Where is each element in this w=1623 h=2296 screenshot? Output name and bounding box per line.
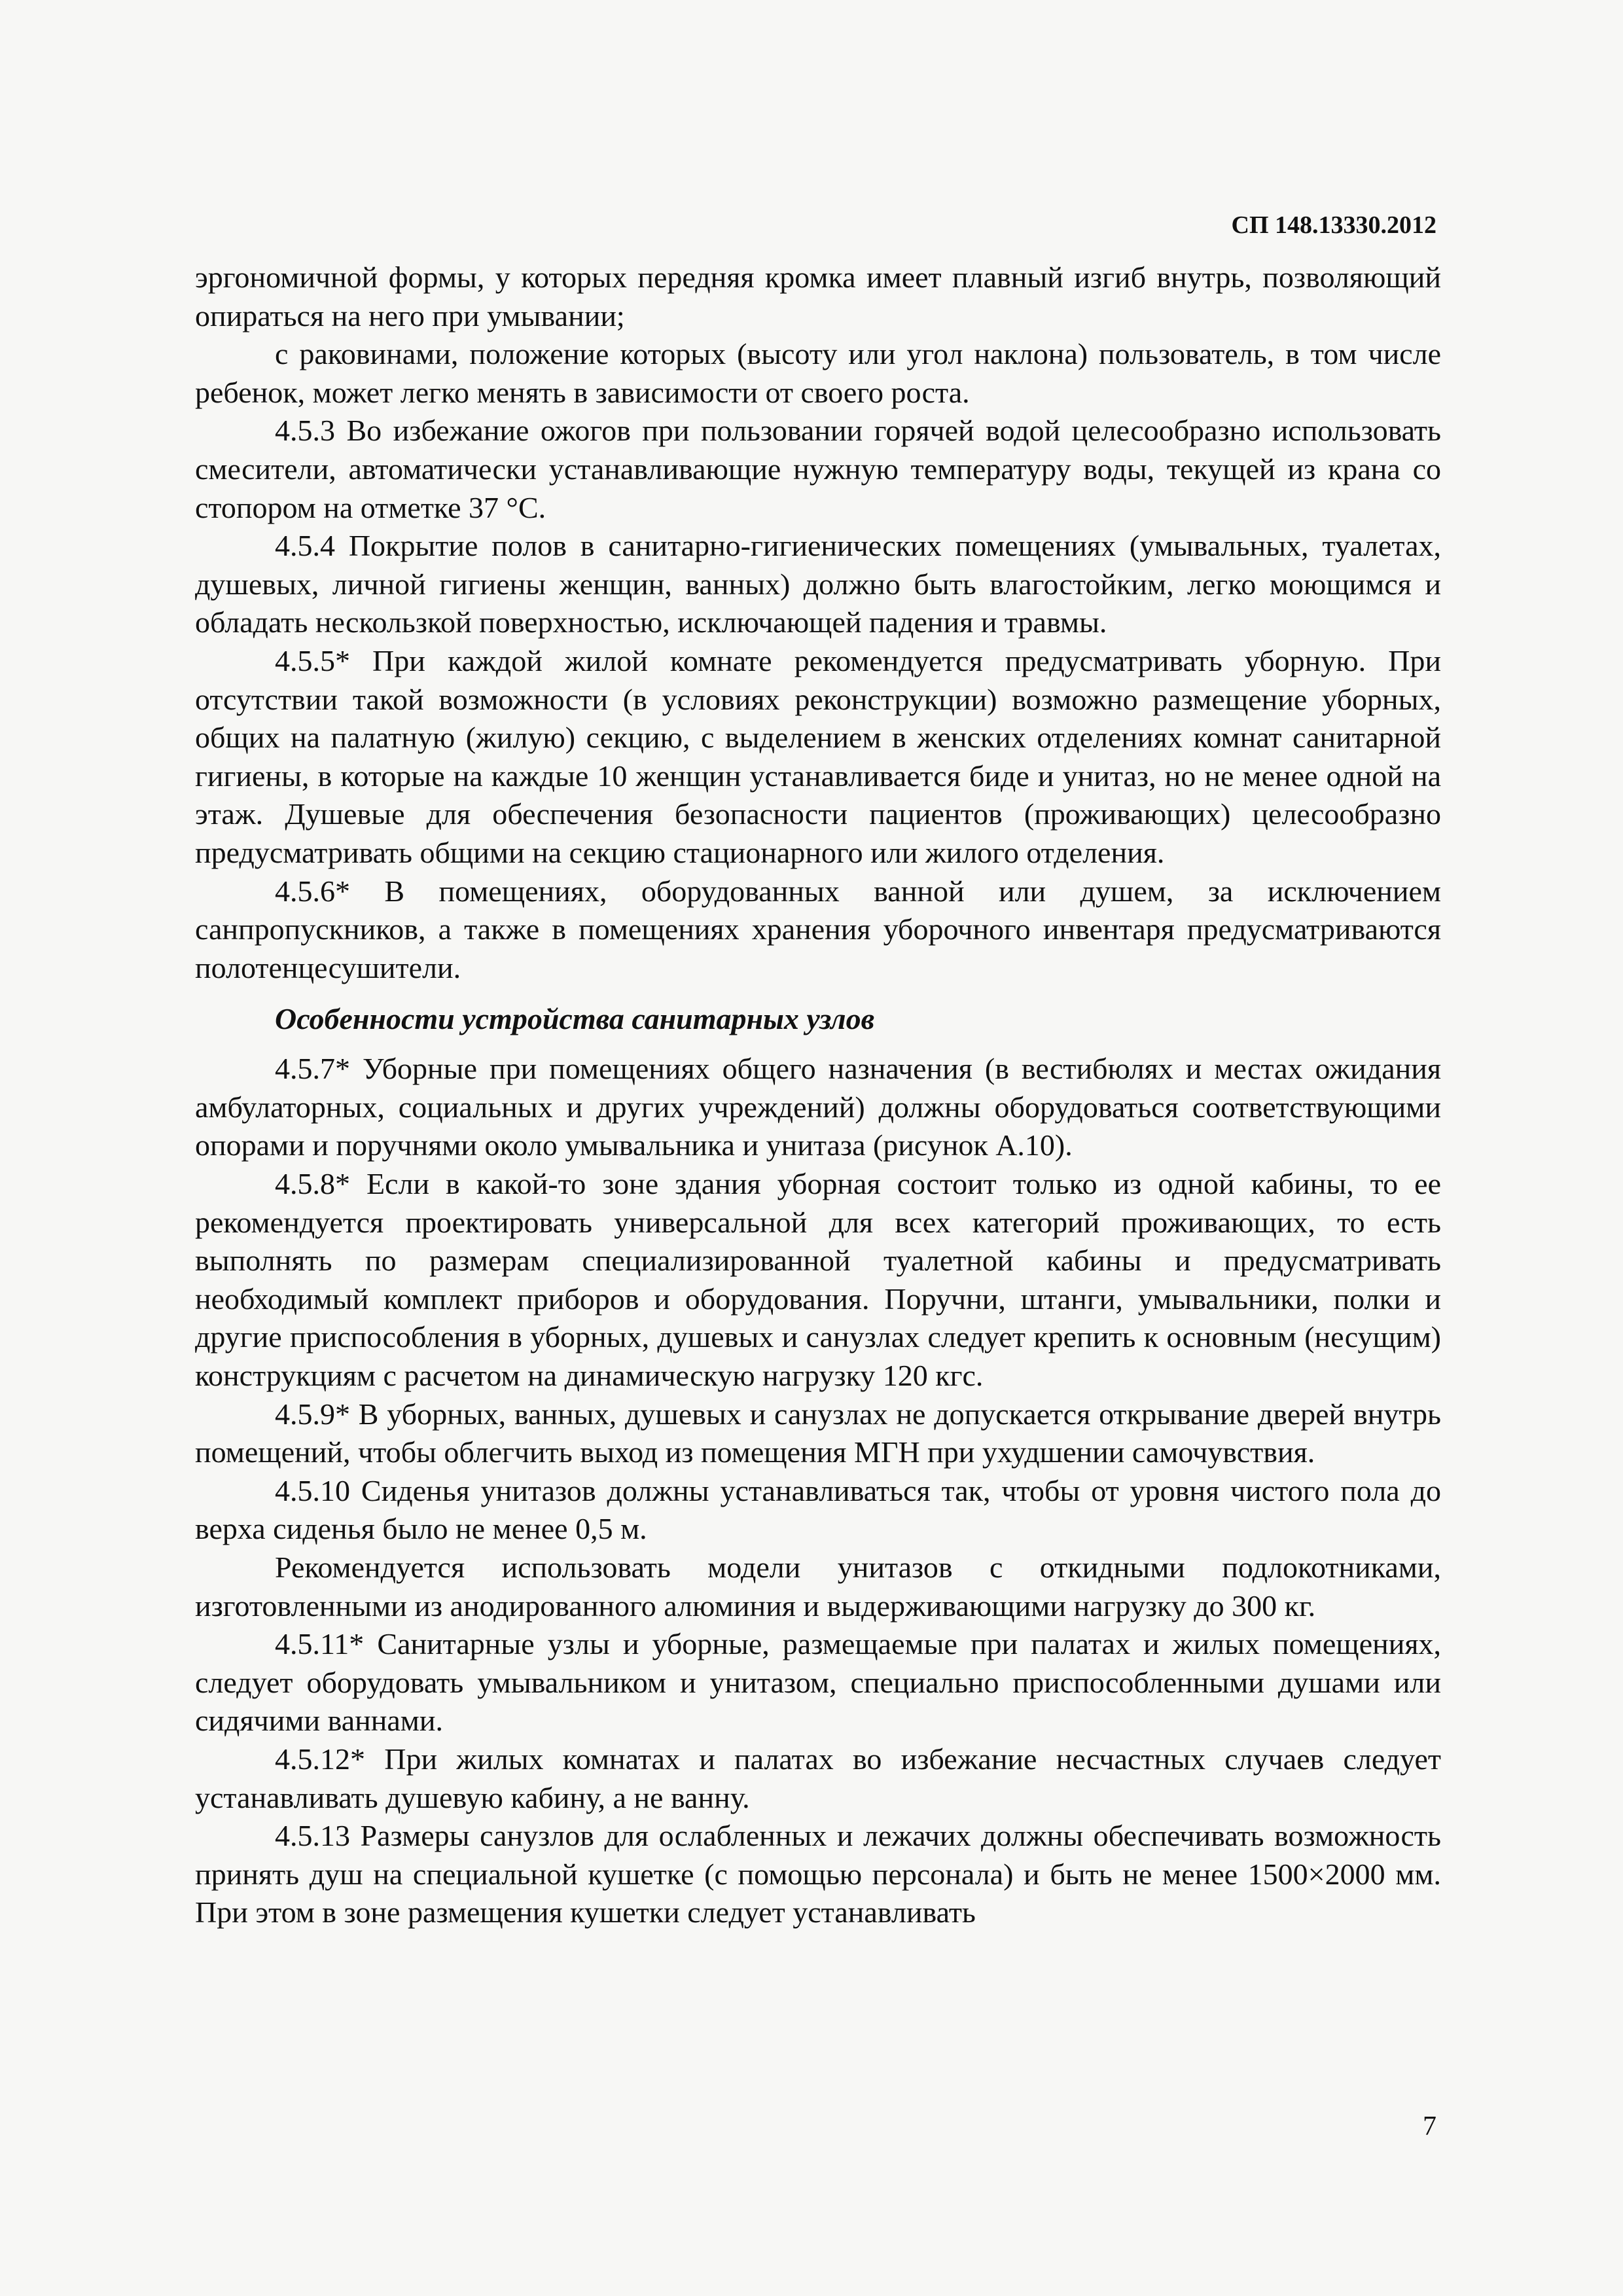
paragraph-4-5-10: 4.5.10 Сиденья унитазов должны устанавливаться так, чтобы от уровня чистого пола до верха сиденья было не менее 0,5 м. [195,1473,1441,1546]
document-body [195,259,1441,1932]
paragraph-4-5-9: 4.5.9* В уборных, ванных, душевых и санузлах не допускается открывание дверей внутрь помещений, чтобы облегчить выход из помещения МГН при ухудшении самочувствия. [195,1397,1441,1469]
paragraph-4-5-11: 4.5.11* Санитарные узлы и уборные, размещаемые при палатах и жилых помещениях, следует оборудовать умывальником и унитазом, специально приспособленными душами или сидячими ваннами. [195,1627,1441,1738]
paragraph-4-5-3: 4.5.3 Во избежание ожогов при пользовании горячей водой целесообразно использовать смесители, автоматически устанавливающие нужную температуру воды, текущей из крана со стопором на отметке 37 °С. [195,414,1441,524]
paragraph-4-5-5: 4.5.5* При каждой жилой комнате рекомендуется предусматривать уборную. При отсутствии такой возможности (в условиях реконструкции) возможно размещение уборных, общих на палатную (жилую) секцию, с выделением в женских отделениях комнат санитарной гигиены, в которые на каждые 10 женщин устанавливается биде и унитаз, но не менее одной на этаж. Душевые для обеспечения безопасности пациентов (проживающих) целесообразно предусматривать общими на секцию стационарного или жилого отделения. [195,643,1441,869]
paragraph-4-5-6: 4.5.6* В помещениях, оборудованных ванной или душем, за исключением санпропускников, а также в помещениях хранения уборочного инвентаря предусматриваются полотенцесушители. [195,874,1441,984]
paragraph-4-5-13: 4.5.13 Размеры санузлов для ослабленных и лежачих должны обеспечивать возможность принять душ на специальной кушетке (с помощью персонала) и быть не менее 1500×2000 мм. При этом в зоне размещения кушетки следует устанавливать [195,1819,1441,1929]
page-number: 7 [1423,2111,1436,2142]
paragraph: с раковинами, положение которых (высоту или угол наклона) пользователь, в том числе ребенок, может легко менять в зависимости от своего роста. [195,337,1441,409]
paragraph-4-5-8: 4.5.8* Если в какой-то зоне здания уборная состоит только из одной кабины, то ее рекомендуется проектировать универсальной для всех категорий проживающих, то есть выполнять по размерам специализированной туалетной кабины и предусматривать необходимый комплект приборов и оборудования. Поручни, штанги, умывальники, полки и другие приспособления в уборных, душевых и санузлах следует крепить к основным (несущим) конструкциям с расчетом на динамическую нагрузку 120 кгс. [195,1167,1441,1393]
paragraph: Рекомендуется использовать модели унитазов с откидными подлокотниками, изготовленными из анодированного алюминия и выдерживающими нагрузку до 300 кг. [195,1551,1441,1623]
paragraph-4-5-12: 4.5.12* При жилых комнатах и палатах во избежание несчастных случаев следует устанавливать душевую кабину, а не ванну. [195,1742,1441,1814]
section-heading: Особенности устройства санитарных узлов [275,1002,875,1036]
paragraph-4-5-7: 4.5.7* Уборные при помещениях общего назначения (в вестибюлях и местах ожидания амбулаторных, социальных и других учреждений) должны оборудоваться соответствующими опорами и поручнями около умывальника и унитаза (рисунок А.10). [195,1052,1441,1162]
paragraph: эргономичной формы, у которых передняя кромка имеет плавный изгиб внутрь, позволяющий опираться на него при умывании; [195,260,1441,332]
paragraph-4-5-4: 4.5.4 Покрытие полов в санитарно-гигиенических помещениях (умывальных, туалетах, душевых, личной гигиены женщин, ванных) должно быть влагостойким, легко моющимся и обладать нескользкой поверхностью, исключающей падения и травмы. [195,529,1441,639]
document-code: СП 148.13330.2012 [1231,211,1436,239]
